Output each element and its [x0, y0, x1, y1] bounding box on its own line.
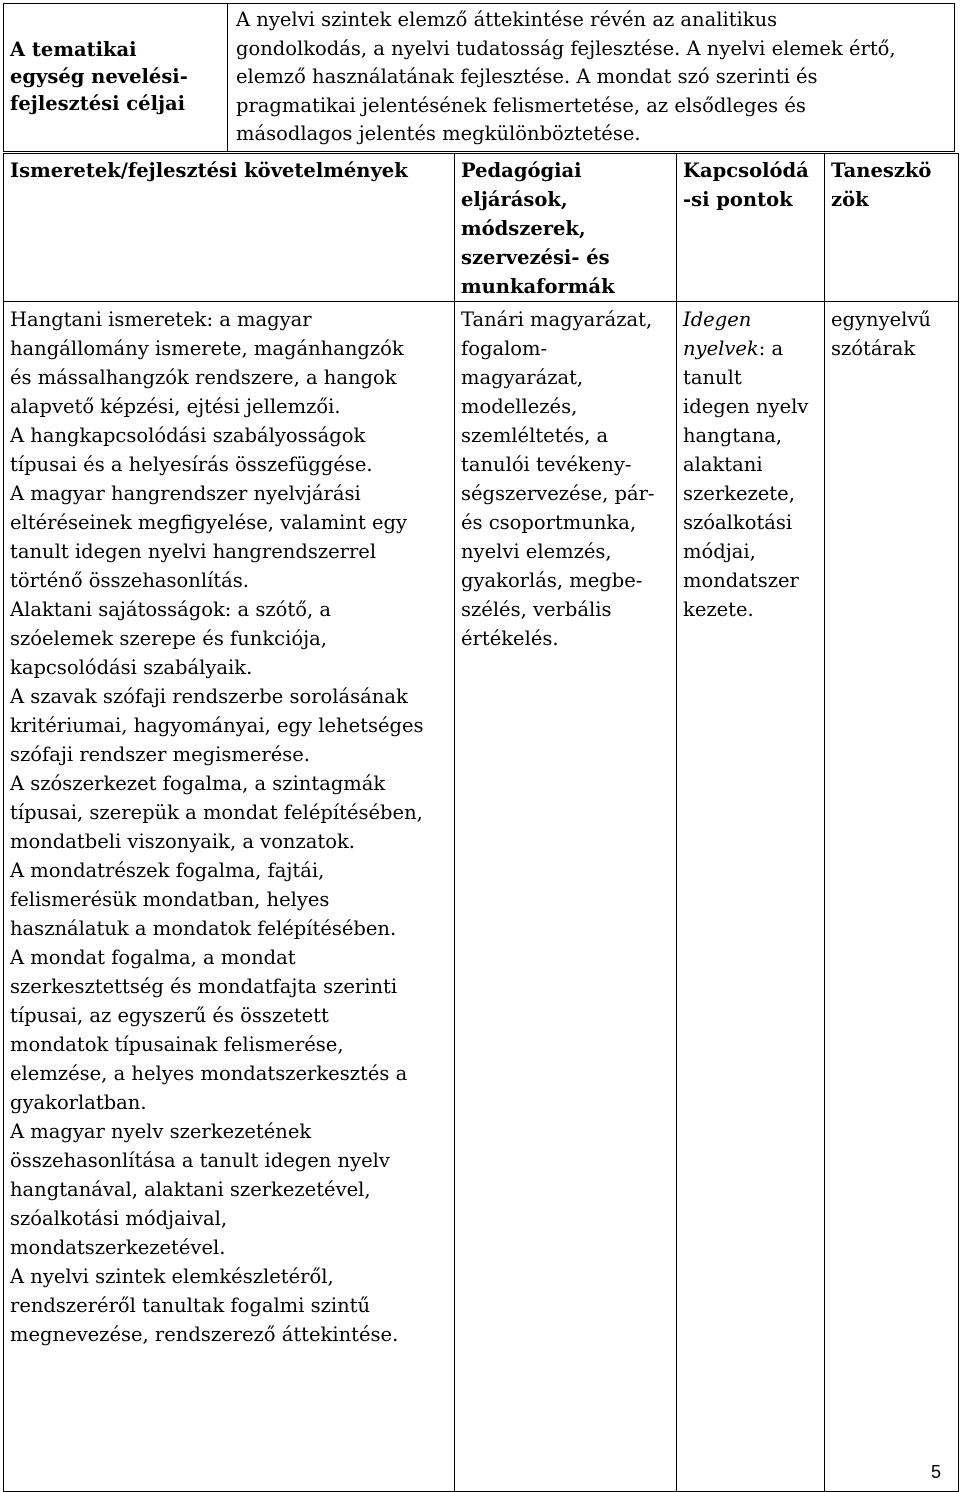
connections-suffix: : a	[758, 337, 784, 360]
requirements-line: elemzése, a helyes mondatszerkesztés a	[10, 1062, 408, 1085]
tools-line: szótárak	[831, 337, 916, 360]
requirements-line: típusai és a helyesírás összefüggése.	[10, 453, 373, 476]
methods-line: gyakorlás, megbe-	[461, 569, 643, 592]
requirements-line: A mondat fogalma, a mondat	[10, 946, 296, 969]
requirements-cell	[4, 302, 455, 1492]
header-line: zök	[831, 188, 869, 211]
connections-line: kezete.	[683, 598, 754, 621]
header-connections	[677, 154, 825, 302]
header-line: munkaformák	[461, 275, 615, 298]
requirements-line: felismerésük mondatban, helyes	[10, 888, 330, 911]
header-line: szervezési- és	[461, 246, 610, 269]
requirements-line: típusai, az egyszerű és összetett	[10, 1004, 329, 1027]
header-requirements	[4, 154, 455, 302]
objectives-table	[3, 3, 955, 152]
header-line: Ismeretek/fejlesztési követelmények	[10, 159, 408, 182]
objectives-heading-line: egység nevelési-	[10, 65, 188, 88]
requirements-line: A szavak szófaji rendszerbe sorolásának	[10, 685, 408, 708]
requirements-line: összehasonlítása a tanult idegen nyelv	[10, 1149, 390, 1172]
connections-line: tanult	[683, 366, 742, 389]
header-line: Pedagógiai	[461, 159, 582, 182]
requirements-line: Alaktani sajátosságok: a szótő, a	[10, 598, 331, 621]
connections-subject-line	[683, 334, 818, 363]
requirements-line: eltéréseinek megfigyelése, valamint egy	[10, 511, 408, 534]
requirements-line: A nyelvi szintek elemkészletéről,	[10, 1265, 334, 1288]
requirements-line: szerkesztettség és mondatfajta szerinti	[10, 975, 398, 998]
requirements-line: kapcsolódási szabályaik.	[10, 656, 253, 679]
objectives-heading-line: fejlesztési céljai	[10, 92, 186, 115]
tools-cell	[825, 302, 959, 1492]
header-line: eljárások,	[461, 188, 568, 211]
requirements-line: kritériumai, hagyományai, egy lehetséges	[10, 714, 424, 737]
objectives-text-line: másodlagos jelentés megkülönböztetése.	[236, 122, 641, 145]
requirements-line: mondatok típusainak felismerése,	[10, 1033, 344, 1056]
header-tools	[825, 154, 959, 302]
objectives-text-line: A nyelvi szintek elemző áttekintése révén az analitikus	[236, 8, 778, 31]
requirements-line: tanult idegen nyelvi hangrendszerrel	[10, 540, 377, 563]
requirements-line: Hangtani ismeretek: a magyar	[10, 308, 312, 331]
connections-line: hangtana,	[683, 424, 783, 447]
requirements-line: és mássalhangzók rendszere, a hangok	[10, 366, 397, 389]
connections-subject: nyelvek	[683, 337, 759, 360]
content-table	[3, 153, 959, 1492]
methods-line: nyelvi elemzés,	[461, 540, 612, 563]
header-methods	[455, 154, 677, 302]
methods-line: modellezés,	[461, 395, 578, 418]
requirements-line: alapvető képzési, ejtési jellemzői.	[10, 395, 341, 418]
methods-line: Tanári magyarázat,	[461, 308, 653, 331]
connections-line: mondatszer	[683, 569, 799, 592]
requirements-line: hangtanával, alaktani szerkezetével,	[10, 1178, 371, 1201]
requirements-line: szóalkotási módjaival,	[10, 1207, 228, 1230]
methods-line: ségszervezése, pár-	[461, 482, 655, 505]
requirements-line: történő összehasonlítás.	[10, 569, 249, 592]
objectives-heading	[4, 4, 228, 152]
connections-subject: Idegen	[683, 308, 752, 331]
requirements-line: típusai, szerepük a mondat felépítésében,	[10, 801, 423, 824]
objectives-text	[228, 4, 955, 152]
requirements-line: A szószerkezet fogalma, a szintagmák	[10, 772, 386, 795]
requirements-line: A magyar hangrendszer nyelvjárási	[10, 482, 361, 505]
page-number: 5	[930, 1462, 941, 1482]
methods-line: értékelés.	[461, 627, 559, 650]
requirements-line: gyakorlatban.	[10, 1091, 147, 1114]
header-line: módszerek,	[461, 217, 586, 240]
header-line: Taneszkö	[831, 159, 932, 182]
header-row	[4, 154, 959, 302]
methods-line: szemléltetés, a	[461, 424, 609, 447]
requirements-line: szóelemek szerepe és funkciója,	[10, 627, 327, 650]
methods-line: szélés, verbális	[461, 598, 612, 621]
requirements-line: A mondatrészek fogalma, fajtái,	[10, 859, 325, 882]
tools-line: egynyelvű	[831, 308, 931, 331]
connections-line: alaktani	[683, 453, 763, 476]
connections-line: szerkezete,	[683, 482, 795, 505]
requirements-line: szófaji rendszer megismerése.	[10, 743, 310, 766]
requirements-line: hangállomány ismerete, magánhangzók	[10, 337, 404, 360]
methods-line: magyarázat,	[461, 366, 584, 389]
requirements-line: használatuk a mondatok felépítésében.	[10, 917, 397, 940]
methods-line: fogalom-	[461, 337, 548, 360]
objectives-text-line: elemző használatának fejlesztése. A mondat szó szerinti és	[236, 65, 818, 88]
objectives-text-line: gondolkodás, a nyelvi tudatosság fejlesztése. A nyelvi elemek értő,	[236, 36, 896, 60]
requirements-line: megnevezése, rendszerező áttekintése.	[10, 1323, 399, 1346]
requirements-line: rendszeréről tanultak fogalmi szintű	[10, 1294, 371, 1317]
methods-line: és csoportmunka,	[461, 511, 637, 534]
methods-line: tanulói tevékeny-	[461, 453, 632, 476]
methods-cell	[455, 302, 677, 1492]
requirements-line: A magyar nyelv szerkezetének	[10, 1120, 312, 1143]
connections-line: módjai,	[683, 540, 756, 563]
connections-cell	[677, 302, 825, 1492]
header-line: -si pontok	[683, 188, 793, 211]
header-line: Kapcsolódá	[683, 159, 809, 182]
requirements-line: A hangkapcsolódási szabályosságok	[10, 424, 366, 447]
objectives-text-line: pragmatikai jelentésének felismertetése, az elsődleges és	[236, 93, 806, 117]
requirements-line: mondatszerkezetével.	[10, 1236, 226, 1259]
objectives-heading-line: A tematikai	[10, 38, 137, 61]
connections-line: szóalkotási	[683, 511, 793, 534]
connections-line: idegen nyelv	[683, 395, 809, 418]
requirements-line: mondatbeli viszonyaik, a vonzatok.	[10, 830, 355, 853]
content-row	[4, 302, 959, 1492]
